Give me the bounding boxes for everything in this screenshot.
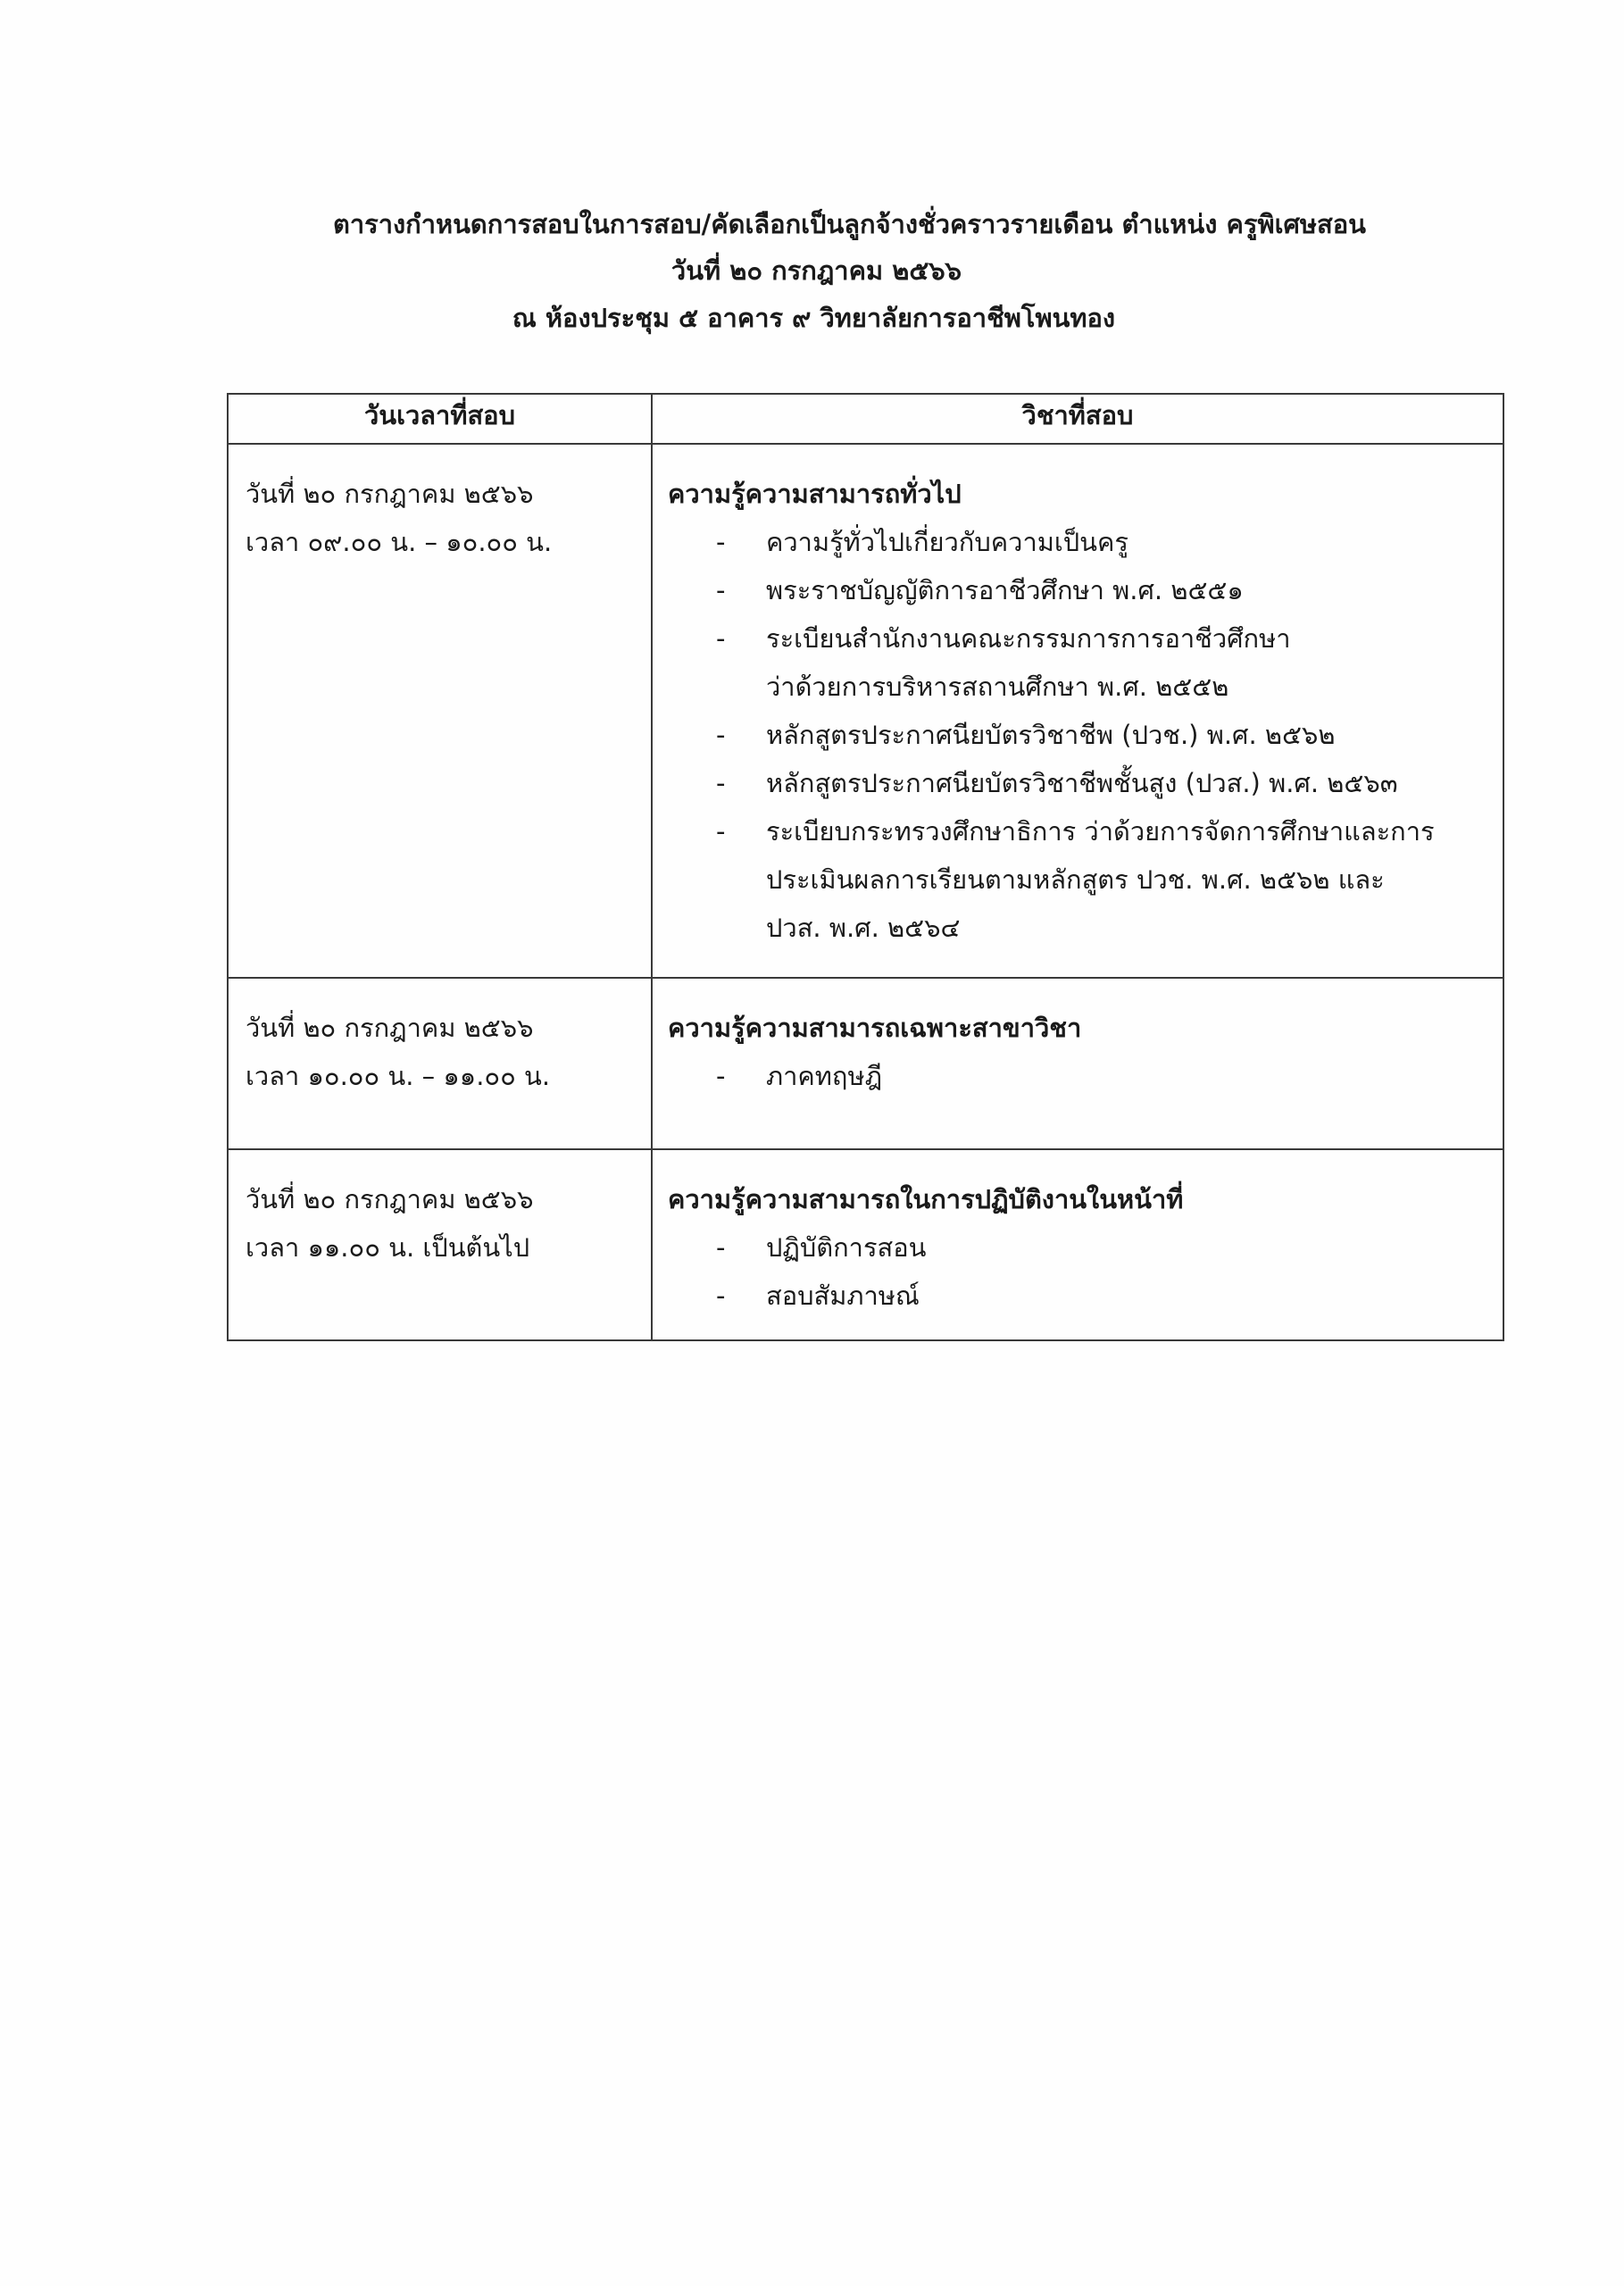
subject-cell (652, 978, 1503, 1149)
list-dash: - (716, 527, 726, 557)
date-time-cell (228, 444, 652, 978)
subject-list-item (668, 807, 1503, 952)
document-title-venue: ณ ห้องประชุม ๕ อาคาร ๙ วิทยาลัยการอาชีพโพนทอง (512, 303, 1116, 333)
date-time-cell (228, 978, 652, 1149)
list-dash: - (716, 1232, 726, 1263)
header-date-time: วันเวลาที่สอบ (228, 394, 652, 444)
list-item-line: ปฏิบัติการสอน (766, 1232, 927, 1263)
subject-list-item (668, 1052, 1503, 1100)
list-item-line: ระเบียบกระทรวงศึกษาธิการ ว่าด้วยการจัดการศึกษาและการ (766, 816, 1435, 847)
list-item-text (766, 711, 1503, 759)
list-item-line: สอบสัมภาษณ์ (766, 1281, 920, 1311)
exam-time: เวลา ๐๙.๐๐ น. – ๑๐.๐๐ น. (246, 527, 553, 557)
table-header-row (228, 394, 1503, 444)
subject-list-item (668, 1272, 1503, 1320)
date-time-cell (228, 1149, 652, 1340)
list-item-line: หลักสูตรประกาศนียบัตรวิชาชีพ (ปวช.) พ.ศ. ๒๕๖๒ (766, 720, 1336, 750)
document-title-line1: ตารางกำหนดการสอบในการสอบ/คัดเลือกเป็นลูกจ้างชั่วคราวรายเดือน ตำแหน่ง ครูพิเศษสอน (333, 209, 1366, 239)
subject-topic: ความรู้ความสามารถในการปฏิบัติงานในหน้าที่ (668, 1184, 1184, 1214)
subject-block (653, 1150, 1503, 1320)
table-row (228, 444, 1503, 978)
date-time-block (229, 1150, 651, 1272)
list-dash: - (716, 1281, 726, 1311)
subject-block (653, 979, 1503, 1100)
list-item-line: พระราชบัญญัติการอาชีวศึกษา พ.ศ. ๒๕๕๑ (766, 575, 1244, 605)
list-dash: - (716, 575, 726, 605)
date-time-block (229, 979, 651, 1100)
list-item-text (766, 614, 1503, 711)
subject-list-item (668, 566, 1503, 614)
subject-list-item (668, 1223, 1503, 1272)
list-item-line: ภาคทฤษฎี (766, 1061, 883, 1091)
list-item-line: ว่าด้วยการบริหารสถานศึกษา พ.ศ. ๒๕๕๒ (766, 672, 1229, 702)
list-dash: - (716, 1061, 726, 1091)
list-item-text (766, 807, 1503, 952)
subject-cell (652, 1149, 1503, 1340)
subject-topic: ความรู้ความสามารถทั่วไป (668, 479, 962, 509)
list-item-text (766, 759, 1503, 807)
subject-block (653, 445, 1503, 952)
list-dash: - (716, 816, 726, 847)
exam-time: เวลา ๑๑.๐๐ น. เป็นต้นไป (246, 1232, 530, 1263)
exam-date: วันที่ ๒๐ กรกฎาคม ๒๕๖๖ (246, 479, 534, 509)
list-item-line: ประเมินผลการเรียนตามหลักสูตร ปวช. พ.ศ. ๒๕๖๒ และ (766, 864, 1385, 895)
subject-list-item (668, 518, 1503, 566)
subject-list-item (668, 614, 1503, 711)
subject-list-item (668, 759, 1503, 807)
exam-date: วันที่ ๒๐ กรกฎาคม ๒๕๖๖ (246, 1184, 534, 1214)
table-row (228, 1149, 1503, 1340)
subject-topic: ความรู้ความสามารถเฉพาะสาขาวิชา (668, 1013, 1082, 1043)
list-dash: - (716, 623, 726, 654)
date-time-block (229, 445, 651, 566)
list-item-text (766, 518, 1503, 566)
list-item-line: หลักสูตรประกาศนียบัตรวิชาชีพชั้นสูง (ปวส.) พ.ศ. ๒๕๖๓ (766, 768, 1398, 798)
subject-list-item (668, 711, 1503, 759)
table-row (228, 978, 1503, 1149)
list-item-text (766, 1223, 1503, 1272)
header-subject: วิชาที่สอบ (652, 394, 1503, 444)
document-title-date: วันที่ ๒๐ กรกฎาคม ๒๕๖๖ (670, 255, 962, 286)
subject-cell (652, 444, 1503, 978)
list-item-text (766, 1272, 1503, 1320)
list-dash: - (716, 720, 726, 750)
list-item-line: ระเบียนสำนักงานคณะกรรมการการอาชีวศึกษา (766, 623, 1291, 654)
exam-schedule-table (227, 393, 1504, 1341)
list-item-text (766, 1052, 1503, 1100)
list-dash: - (716, 768, 726, 798)
list-item-line: ปวส. พ.ศ. ๒๕๖๔ (766, 913, 961, 943)
list-item-text (766, 566, 1503, 614)
list-item-line: ความรู้ทั่วไปเกี่ยวกับความเป็นครู (766, 527, 1128, 557)
exam-date: วันที่ ๒๐ กรกฎาคม ๒๕๖๖ (246, 1013, 534, 1043)
exam-time: เวลา ๑๐.๐๐ น. – ๑๑.๐๐ น. (246, 1061, 551, 1091)
